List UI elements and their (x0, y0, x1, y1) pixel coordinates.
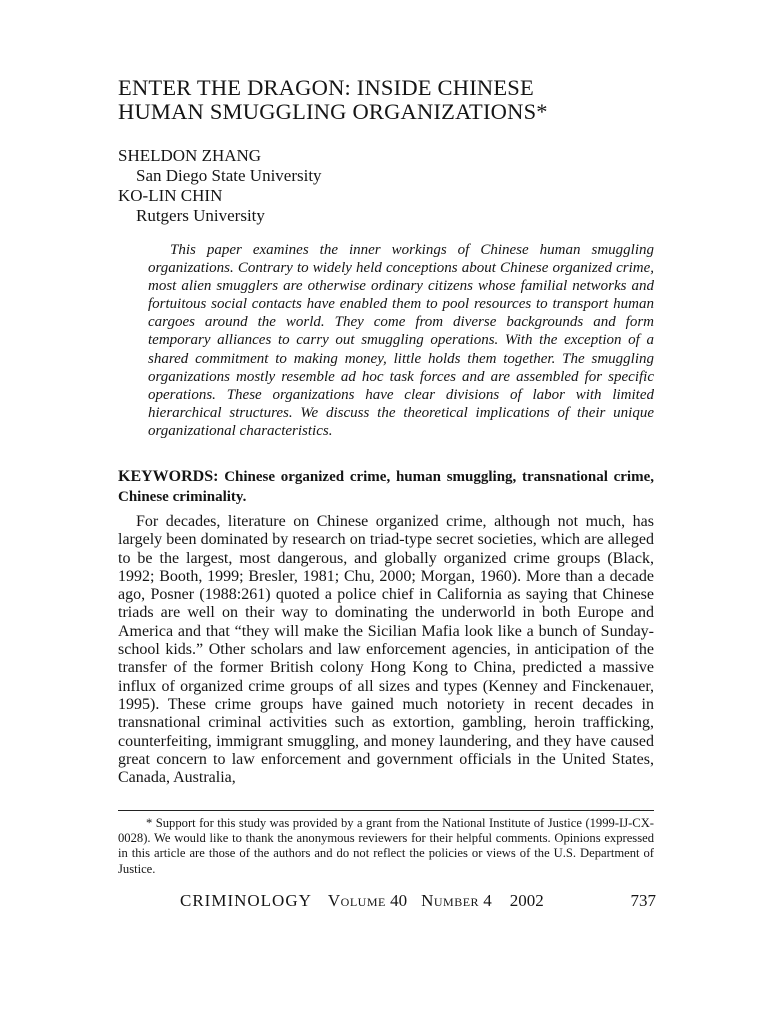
article-title-line-2: HUMAN SMUGGLING ORGANIZATIONS* (118, 99, 548, 124)
footnote-divider (118, 810, 654, 811)
abstract: This paper examines the inner workings of Chinese human smuggling organizations. Contrary to widely held conceptions about Chinese organized crime, most alien smugglers are otherwise ordinary citizens whose familial networks and fortuitous social contacts have enabled them to pool resources to transport human cargoes around the world. They come from diverse backgrounds and form temporary alliances to carry out smuggling operations. With the exception of a shared commitment to making money, little holds them together. The smuggling organizations mostly resemble ad hoc task forces and are assembled for specific operations. These organizations have clear divisions of labor with limited hierarchical structures. We discuss the theoretical implications of their unique organizational characteristics. (148, 242, 654, 439)
number-label: Number (421, 891, 480, 910)
issue-number: 4 (483, 891, 492, 910)
issue-info (421, 890, 492, 912)
author-affiliation: Rutgers University (136, 206, 265, 225)
body-paragraph: For decades, literature on Chinese organized crime, although not much, has largely been dominated by research on triad-type secret societies, which are alleged to be the largest, most dangerous, and globally organized crime groups (Black, 1992; Booth, 1999; Bresler, 1981; Chu, 2000; Morgan, 1960). More than a decade ago, Posner (1988:261) quoted a police chief in California as saying that Chinese triads are well on their way to dominating the underworld in both Europe and America and that “they will make the Sicilian Mafia look like a bunch of Sunday-school kids.” Other scholars and law enforcement agencies, in anticipation of the transfer of the former British colony Hong Kong to China, predicted a massive influx of organized crime groups of all sizes and types (Kenney and Finckenauer, 1995). These crime groups have gained much notoriety in recent decades in transnational criminal activities such as extortion, gambling, heroin trafficking, counterfeiting, immigrant smuggling, and money laundering, and they have caused great concern to law enforcement and government officials in the United States, Canada, Australia, (118, 513, 654, 787)
volume-label: Volume (327, 891, 386, 910)
author-name: SHELDON ZHANG (118, 146, 262, 165)
article-title-line-1: ENTER THE DRAGON: INSIDE CHINESE (118, 75, 534, 100)
keywords-label: KEYWORDS: (118, 468, 219, 485)
keywords (118, 467, 654, 507)
keywords-text: Chinese organized crime, human smuggling, transnational crime, Chinese criminality. (118, 469, 654, 505)
running-footer (180, 890, 656, 912)
footnote: * Support for this study was provided by a grant from the National Institute of Justice (1999-IJ-CX-0028). We would like to thank the anonymous reviewers for their helpful comments. Opinions expressed in this article are those of the authors and do not reflect the policies or views of the U.S. Department of Justice. (118, 816, 654, 876)
author-block (118, 146, 322, 226)
author-name: KO-LIN CHIN (118, 186, 223, 205)
article-title (118, 76, 678, 124)
page-number: 737 (630, 891, 656, 910)
volume-number: 40 (390, 891, 408, 910)
journal-name: CRIMINOLOGY (180, 891, 312, 910)
publication-year: 2002 (509, 891, 544, 910)
volume-info (328, 890, 407, 912)
author-affiliation: San Diego State University (136, 166, 322, 185)
